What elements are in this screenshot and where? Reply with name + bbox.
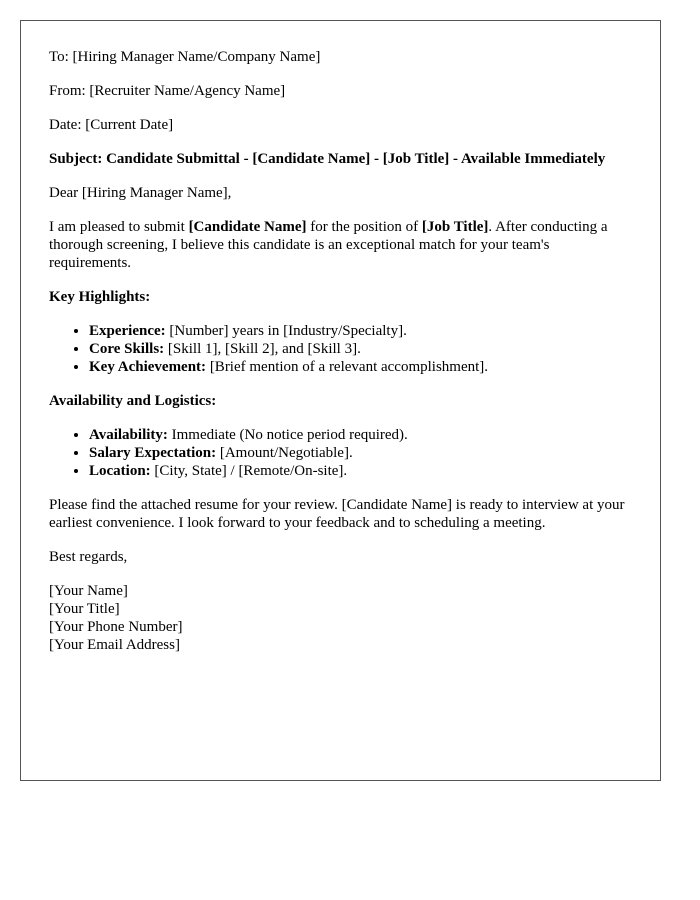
list-item-value: [Brief mention of a relevant accomplishment].: [206, 359, 489, 375]
list-item-value: [Skill 1], [Skill 2], and [Skill 3].: [164, 341, 361, 357]
signature-name: [Your Name]: [49, 583, 128, 599]
logistics-list: [49, 426, 632, 480]
closing-paragraph: Please find the attached resume for your review. [Candidate Name] is ready to interview at your earliest convenience. I look forward to your feedback and to scheduling a meeting.: [49, 497, 625, 531]
from-line: From: [Recruiter Name/Agency Name]: [49, 83, 286, 99]
list-item-value: [City, State] / [Remote/On-site].: [150, 463, 348, 479]
list-item: [89, 462, 632, 480]
list-item: [89, 426, 632, 444]
intro-text-1: I am pleased to submit: [49, 219, 189, 235]
list-item-label: Salary Expectation:: [89, 445, 217, 461]
intro-job-title: [Job Title]: [421, 219, 489, 235]
highlights-list: [49, 322, 632, 376]
list-item: [89, 444, 632, 462]
list-item-label: Location:: [89, 463, 151, 479]
list-item-label: Availability:: [89, 427, 168, 443]
list-item-label: Key Achievement:: [89, 359, 207, 375]
greeting: Dear [Hiring Manager Name],: [49, 185, 232, 201]
list-item-value: Immediate (No notice period required).: [167, 427, 408, 443]
subject-line: Subject: Candidate Submittal - [Candidate Name] - [Job Title] - Available Immediately: [49, 151, 606, 167]
list-item: [89, 340, 632, 358]
list-item: [89, 322, 632, 340]
list-item-value: [Amount/Negotiable].: [216, 445, 353, 461]
signature-phone: [Your Phone Number]: [49, 619, 183, 635]
highlights-heading: Key Highlights:: [49, 289, 151, 305]
intro-text-2: for the position of: [306, 219, 422, 235]
signature-block: [49, 582, 632, 654]
intro-text-3: . After conducting a thorough screening, I believe this candidate is an exceptional match for your team's requirements.: [49, 219, 608, 271]
sign-off: Best regards,: [49, 549, 128, 565]
intro-paragraph: [49, 218, 632, 272]
logistics-heading: Availability and Logistics:: [49, 393, 217, 409]
intro-candidate-name: [Candidate Name]: [188, 219, 307, 235]
signature-email: [Your Email Address]: [49, 637, 180, 653]
list-item: [89, 358, 632, 376]
signature-title: [Your Title]: [49, 601, 120, 617]
list-item-label: Experience:: [89, 323, 166, 339]
list-item-value: [Number] years in [Industry/Specialty].: [165, 323, 407, 339]
letter: [20, 20, 661, 781]
list-item-label: Core Skills:: [89, 341, 165, 357]
date-line: Date: [Current Date]: [49, 117, 174, 133]
to-line: To: [Hiring Manager Name/Company Name]: [49, 49, 321, 65]
